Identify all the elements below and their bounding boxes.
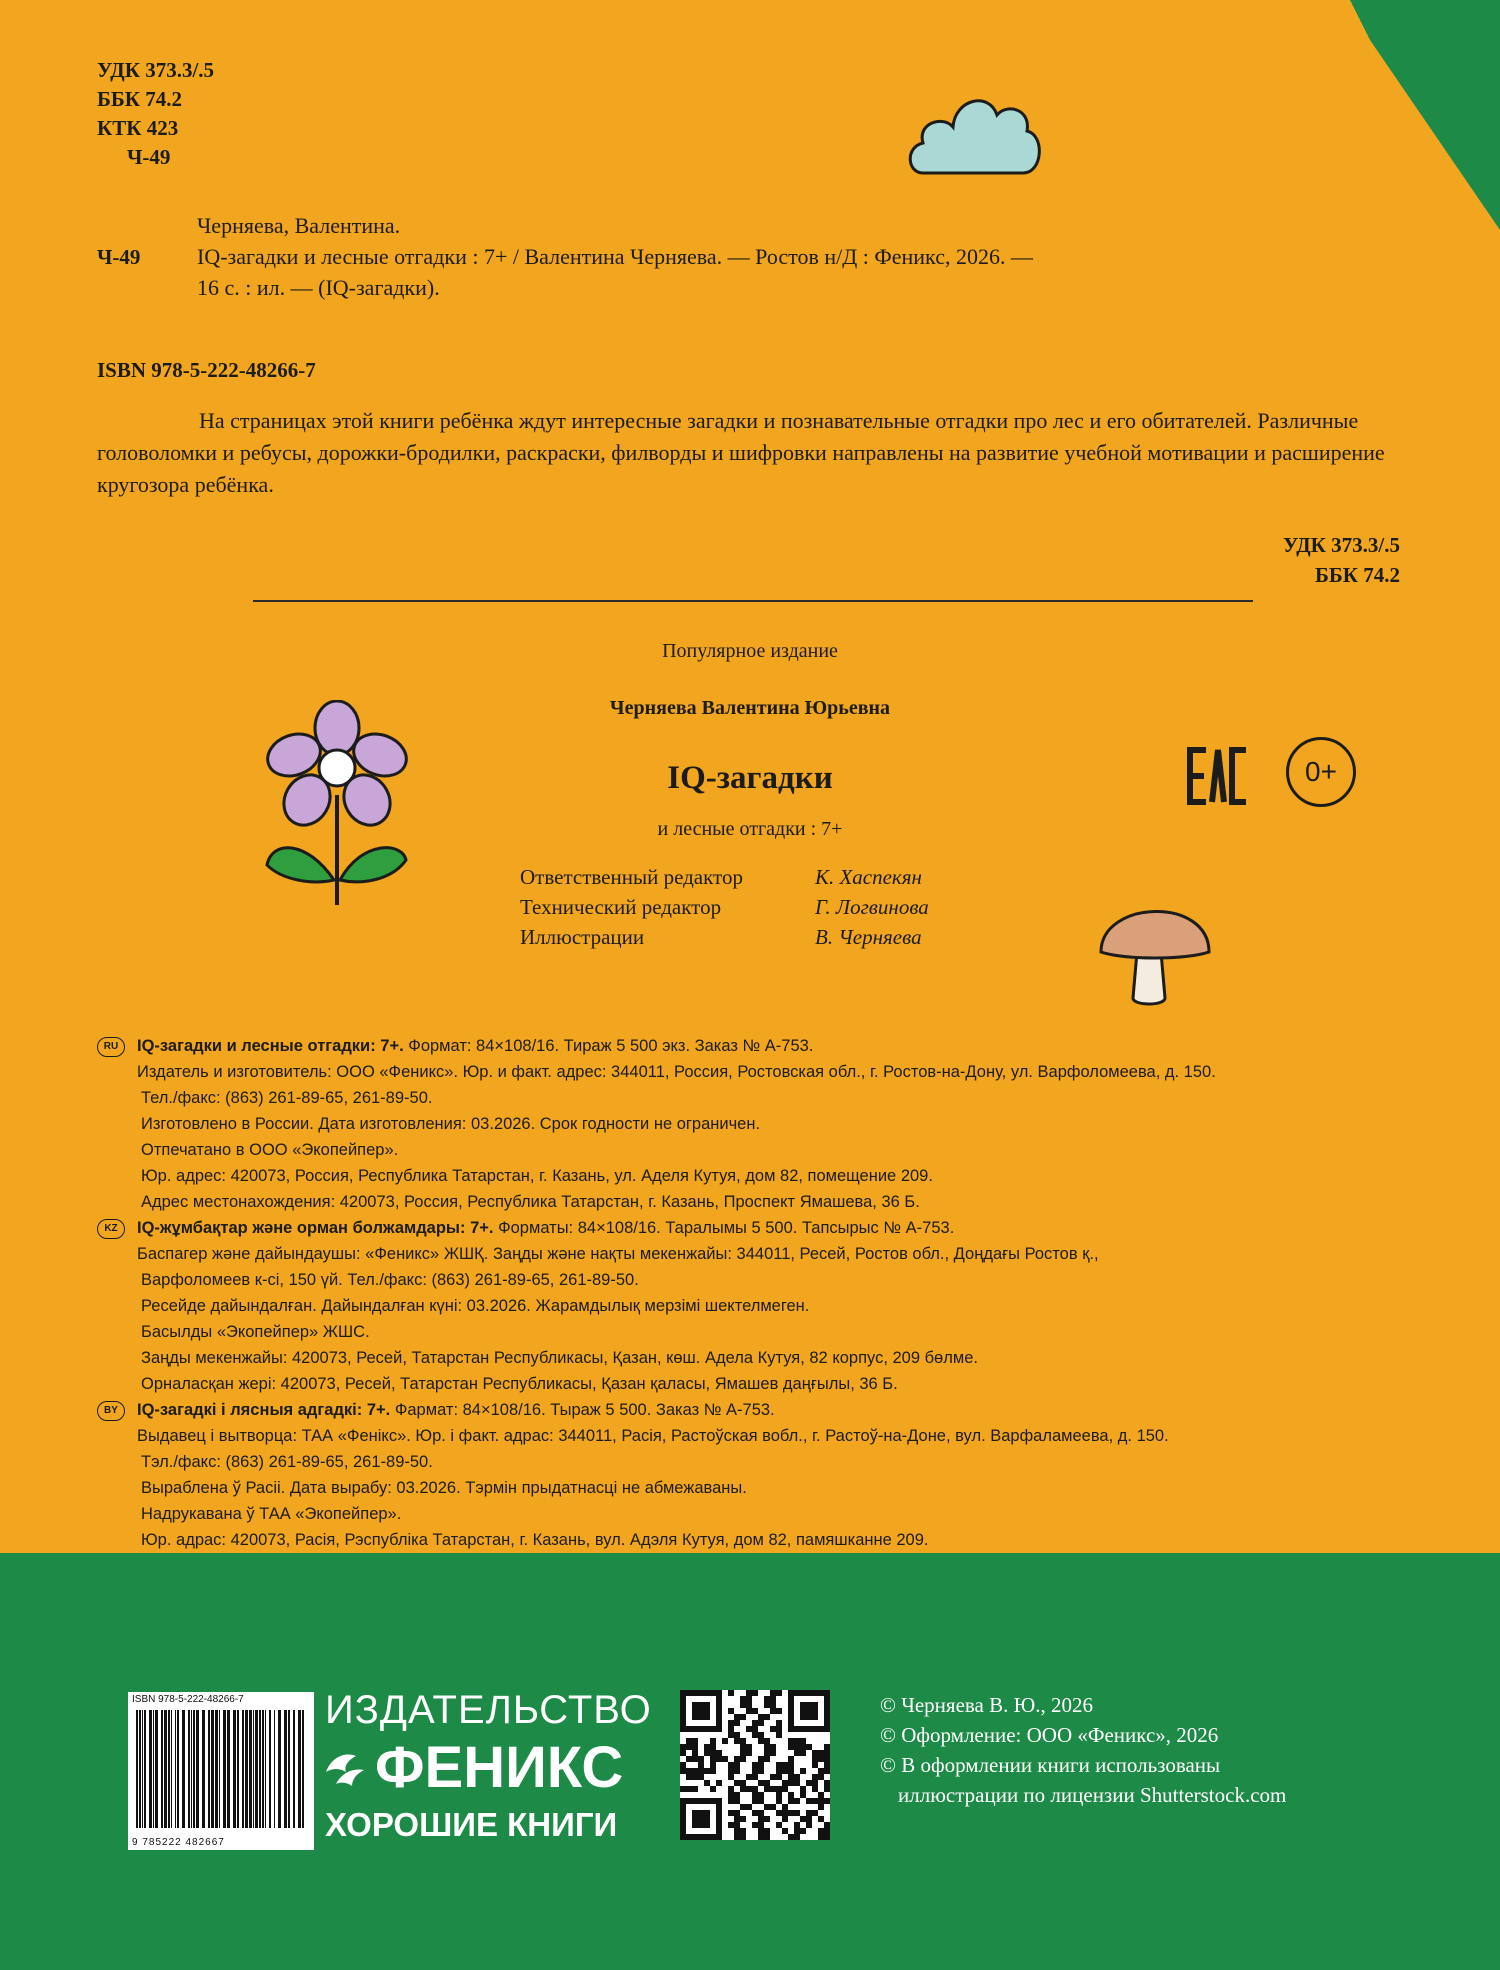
- imprint-line: [97, 1111, 1417, 1137]
- credits-list: [520, 862, 929, 952]
- credit-row: [520, 922, 929, 952]
- imprint-line-text: Басылды «Экопейпер» ЖШС.: [141, 1323, 370, 1341]
- imprint-line: [97, 1137, 1417, 1163]
- imprint-line-text: Тэл./факс: (863) 261-89-65, 261-89-50.: [141, 1453, 433, 1471]
- copyright-line: © В оформлении книги использованы: [880, 1753, 1221, 1777]
- imprint-line-text: Формат: 84×108/16. Тираж 5 500 экз. Заказ № А-753.: [403, 1037, 814, 1055]
- publisher-name: ФЕНИКС: [375, 1735, 624, 1800]
- imprint-line-text: Изготовлено в России. Дата изготовления: 03.2026. Срок годности не ограничен.: [141, 1115, 761, 1133]
- credit-name: В. Черняева: [815, 925, 922, 949]
- imprint-block: [97, 1397, 1417, 1579]
- copyright-line: © Оформление: ООО «Феникс», 2026: [880, 1723, 1219, 1747]
- imprint-line: [97, 1397, 1417, 1423]
- eac-conformity-icon: [1186, 746, 1250, 806]
- book-title: IQ-загадки: [667, 760, 833, 796]
- language-badge: KZ: [97, 1219, 125, 1239]
- edition-type: Популярное издание: [662, 640, 838, 662]
- imprint-line: [97, 1085, 1417, 1111]
- imprint-line-text: Варфоломеев к-сі, 150 үй. Тел./факс: (863) 261-89-65, 261-89-50.: [141, 1271, 639, 1289]
- bbk-right-line: ББК 74.2: [1315, 563, 1400, 587]
- copyright-line: иллюстрации по лицензии Shutterstock.com: [898, 1783, 1287, 1807]
- flower-illustration: [262, 700, 412, 910]
- qr-code-pattern: [680, 1690, 830, 1840]
- imprint-line-text: Баспагер және дайындаушы: «Феникс» ЖШҚ. Заңды және нақты мекенжайы: 344011, Ресей, Ростов обл., Доңдағы Ростов қ.,: [137, 1245, 1099, 1263]
- imprint-line: [97, 1241, 1417, 1267]
- biblio-title: IQ-загадки и лесные отгадки : 7+ / Валентина Черняева. — Ростов н/Д : Феникс, 2026. —: [197, 244, 1033, 269]
- author-mark-line: Ч-49: [127, 145, 171, 169]
- imprint-line: [97, 1501, 1417, 1527]
- imprint-line: [97, 1059, 1417, 1085]
- imprint-line-title: IQ-жұмбақтар және орман болжамдары: 7+.: [137, 1219, 494, 1237]
- biblio-author: Черняева, Валентина.: [197, 213, 401, 238]
- credit-name: К. Хаспекян: [815, 865, 922, 889]
- bbk-line: ББК 74.2: [97, 87, 182, 111]
- publisher-slogan: ХОРОШИЕ КНИГИ: [325, 1806, 618, 1843]
- author-full-name: Черняева Валентина Юрьевна: [609, 697, 891, 719]
- barcode: [128, 1692, 314, 1850]
- bibliographic-record: [97, 210, 1297, 303]
- imprint-line: [97, 1033, 1417, 1059]
- credit-role: Ответственный редактор: [520, 865, 743, 889]
- udk-right-line: УДК 373.3/.5: [1282, 533, 1400, 557]
- udk-line: УДК 373.3/.5: [97, 58, 215, 82]
- book-subtitle: и лесные отгадки : 7+: [657, 818, 843, 840]
- language-badge: BY: [97, 1401, 125, 1421]
- imprint-line: [97, 1163, 1417, 1189]
- qr-code: [680, 1690, 830, 1840]
- imprint-line-text: Выраблена ў Расіі. Дата вырабу: 03.2026. Тэрмін прыдатнасці не абмежаваны.: [141, 1479, 747, 1497]
- phoenix-logo-icon: [322, 1746, 368, 1792]
- imprint-line: [97, 1215, 1417, 1241]
- imprint-line: [97, 1449, 1417, 1475]
- imprint-line-text: Орналасқан жері: 420073, Ресей, Татарстан Республикасы, Қазан қаласы, Ямашев даңғылы, 36 Б.: [141, 1375, 898, 1393]
- author-mark: Ч-49: [97, 245, 141, 269]
- imprint-line: [97, 1267, 1417, 1293]
- imprint-line-text: Отпечатано в ООО «Экопейпер».: [141, 1141, 399, 1159]
- annotation-paragraph: На страницах этой книги ребёнка ждут интересные загадки и познавательные отгадки про лес и его обитателей. Различные головоломки и ребусы, дорожки-бродилки, раскраски, филворды и шифровки направлены на развитие учебной мотивации и расширение кругозора ребёнка.: [97, 408, 1385, 497]
- udk-right-block: [1283, 530, 1400, 590]
- imprint-line-text: Форматы: 84×108/16. Таралымы 5 500. Тапсырыс № А-753.: [493, 1219, 955, 1237]
- imprint-line-text: Ресейде дайындалған. Дайындалған күні: 03.2026. Жарамдылық мерзімі шектелмеген.: [141, 1297, 810, 1315]
- credit-row: [520, 862, 929, 892]
- imprint-line-text: Издатель и изготовитель: ООО «Феникс». Юр. и факт. адрес: 344011, Россия, Ростовская обл., г. Ростов-на-Дону, ул. Варфоломеева, д. 150.: [137, 1063, 1216, 1081]
- imprint-line: [97, 1319, 1417, 1345]
- imprint-line: [97, 1345, 1417, 1371]
- credit-name: Г. Логвинова: [815, 895, 929, 919]
- age-rating-badge: 0+: [1286, 737, 1356, 807]
- credit-role: Иллюстрации: [520, 925, 645, 949]
- cloud-illustration: [905, 85, 1045, 177]
- mushroom-illustration: [1095, 890, 1215, 1010]
- imprint-line-text: Выдавец і вытворца: ТАА «Фенікс». Юр. і факт. адрас: 344011, Расія, Растоўская вобл., г. Растоў-на-Доне, вул. Варфаламеева, д. 150.: [137, 1427, 1169, 1445]
- biblio-extent: 16 с. : ил. — (IQ-загадки).: [197, 275, 440, 300]
- barcode-isbn: ISBN 978-5-222-48266-7: [132, 1694, 244, 1705]
- imprint-line: [97, 1527, 1417, 1553]
- imprint-line-text: Юр. адрес: 420073, Россия, Республика Татарстан, г. Казань, ул. Аделя Кутуя, дом 82, помещение 209.: [141, 1167, 933, 1185]
- imprint-block: [97, 1215, 1417, 1397]
- credit-row: [520, 892, 929, 922]
- ktk-line: КТК 423: [97, 116, 179, 140]
- imprint-line-text: Заңды мекенжайы: 420073, Ресей, Татарстан Республикасы, Қазан, көш. Адела Кутуя, 82 корпус, 209 бөлме.: [141, 1349, 978, 1367]
- imprint-line-text: Юр. адрас: 420073, Расія, Рэспубліка Татарстан, г. Казань, вул. Адэля Кутуя, дом 82, памяшканне 209.: [141, 1531, 929, 1549]
- imprint-line-text: Надрукавана ў ТАА «Экопейпер».: [141, 1505, 402, 1523]
- language-badge: RU: [97, 1037, 125, 1057]
- imprint-line-text: Фармат: 84×108/16. Тыраж 5 500. Заказ № А-753.: [390, 1401, 775, 1419]
- imprint-line-title: IQ-загадки и лесные отгадки: 7+.: [137, 1037, 404, 1055]
- imprint-line-text: Тел./факс: (863) 261-89-65, 261-89-50.: [141, 1089, 433, 1107]
- udk-classification-block: [97, 56, 214, 172]
- divider-rule: [253, 600, 1253, 602]
- copyright-line: © Черняева В. Ю., 2026: [880, 1693, 1093, 1717]
- barcode-bars: [134, 1710, 308, 1828]
- imprint-line: [97, 1475, 1417, 1501]
- imprint-line: [97, 1423, 1417, 1449]
- imprint-line-title: IQ-загадкі і лясныя адгадкі: 7+.: [137, 1401, 391, 1419]
- copyright-block: [880, 1690, 1286, 1810]
- imprint-section: [97, 1033, 1417, 1579]
- imprint-block: [97, 1033, 1417, 1215]
- isbn-line: ISBN 978-5-222-48266-7: [97, 358, 316, 382]
- imprint-line: [97, 1371, 1417, 1397]
- credit-role: Технический редактор: [520, 895, 722, 919]
- barcode-digits: 9 785222 482667: [132, 1837, 225, 1848]
- imprint-line: [97, 1293, 1417, 1319]
- imprint-line-text: Адрес местонахождения: 420073, Россия, Республика Татарстан, г. Казань, Проспект Ямашева, 36 Б.: [141, 1193, 920, 1211]
- imprint-line: [97, 1189, 1417, 1215]
- publisher-line: ИЗДАТЕЛЬСТВО: [325, 1688, 652, 1732]
